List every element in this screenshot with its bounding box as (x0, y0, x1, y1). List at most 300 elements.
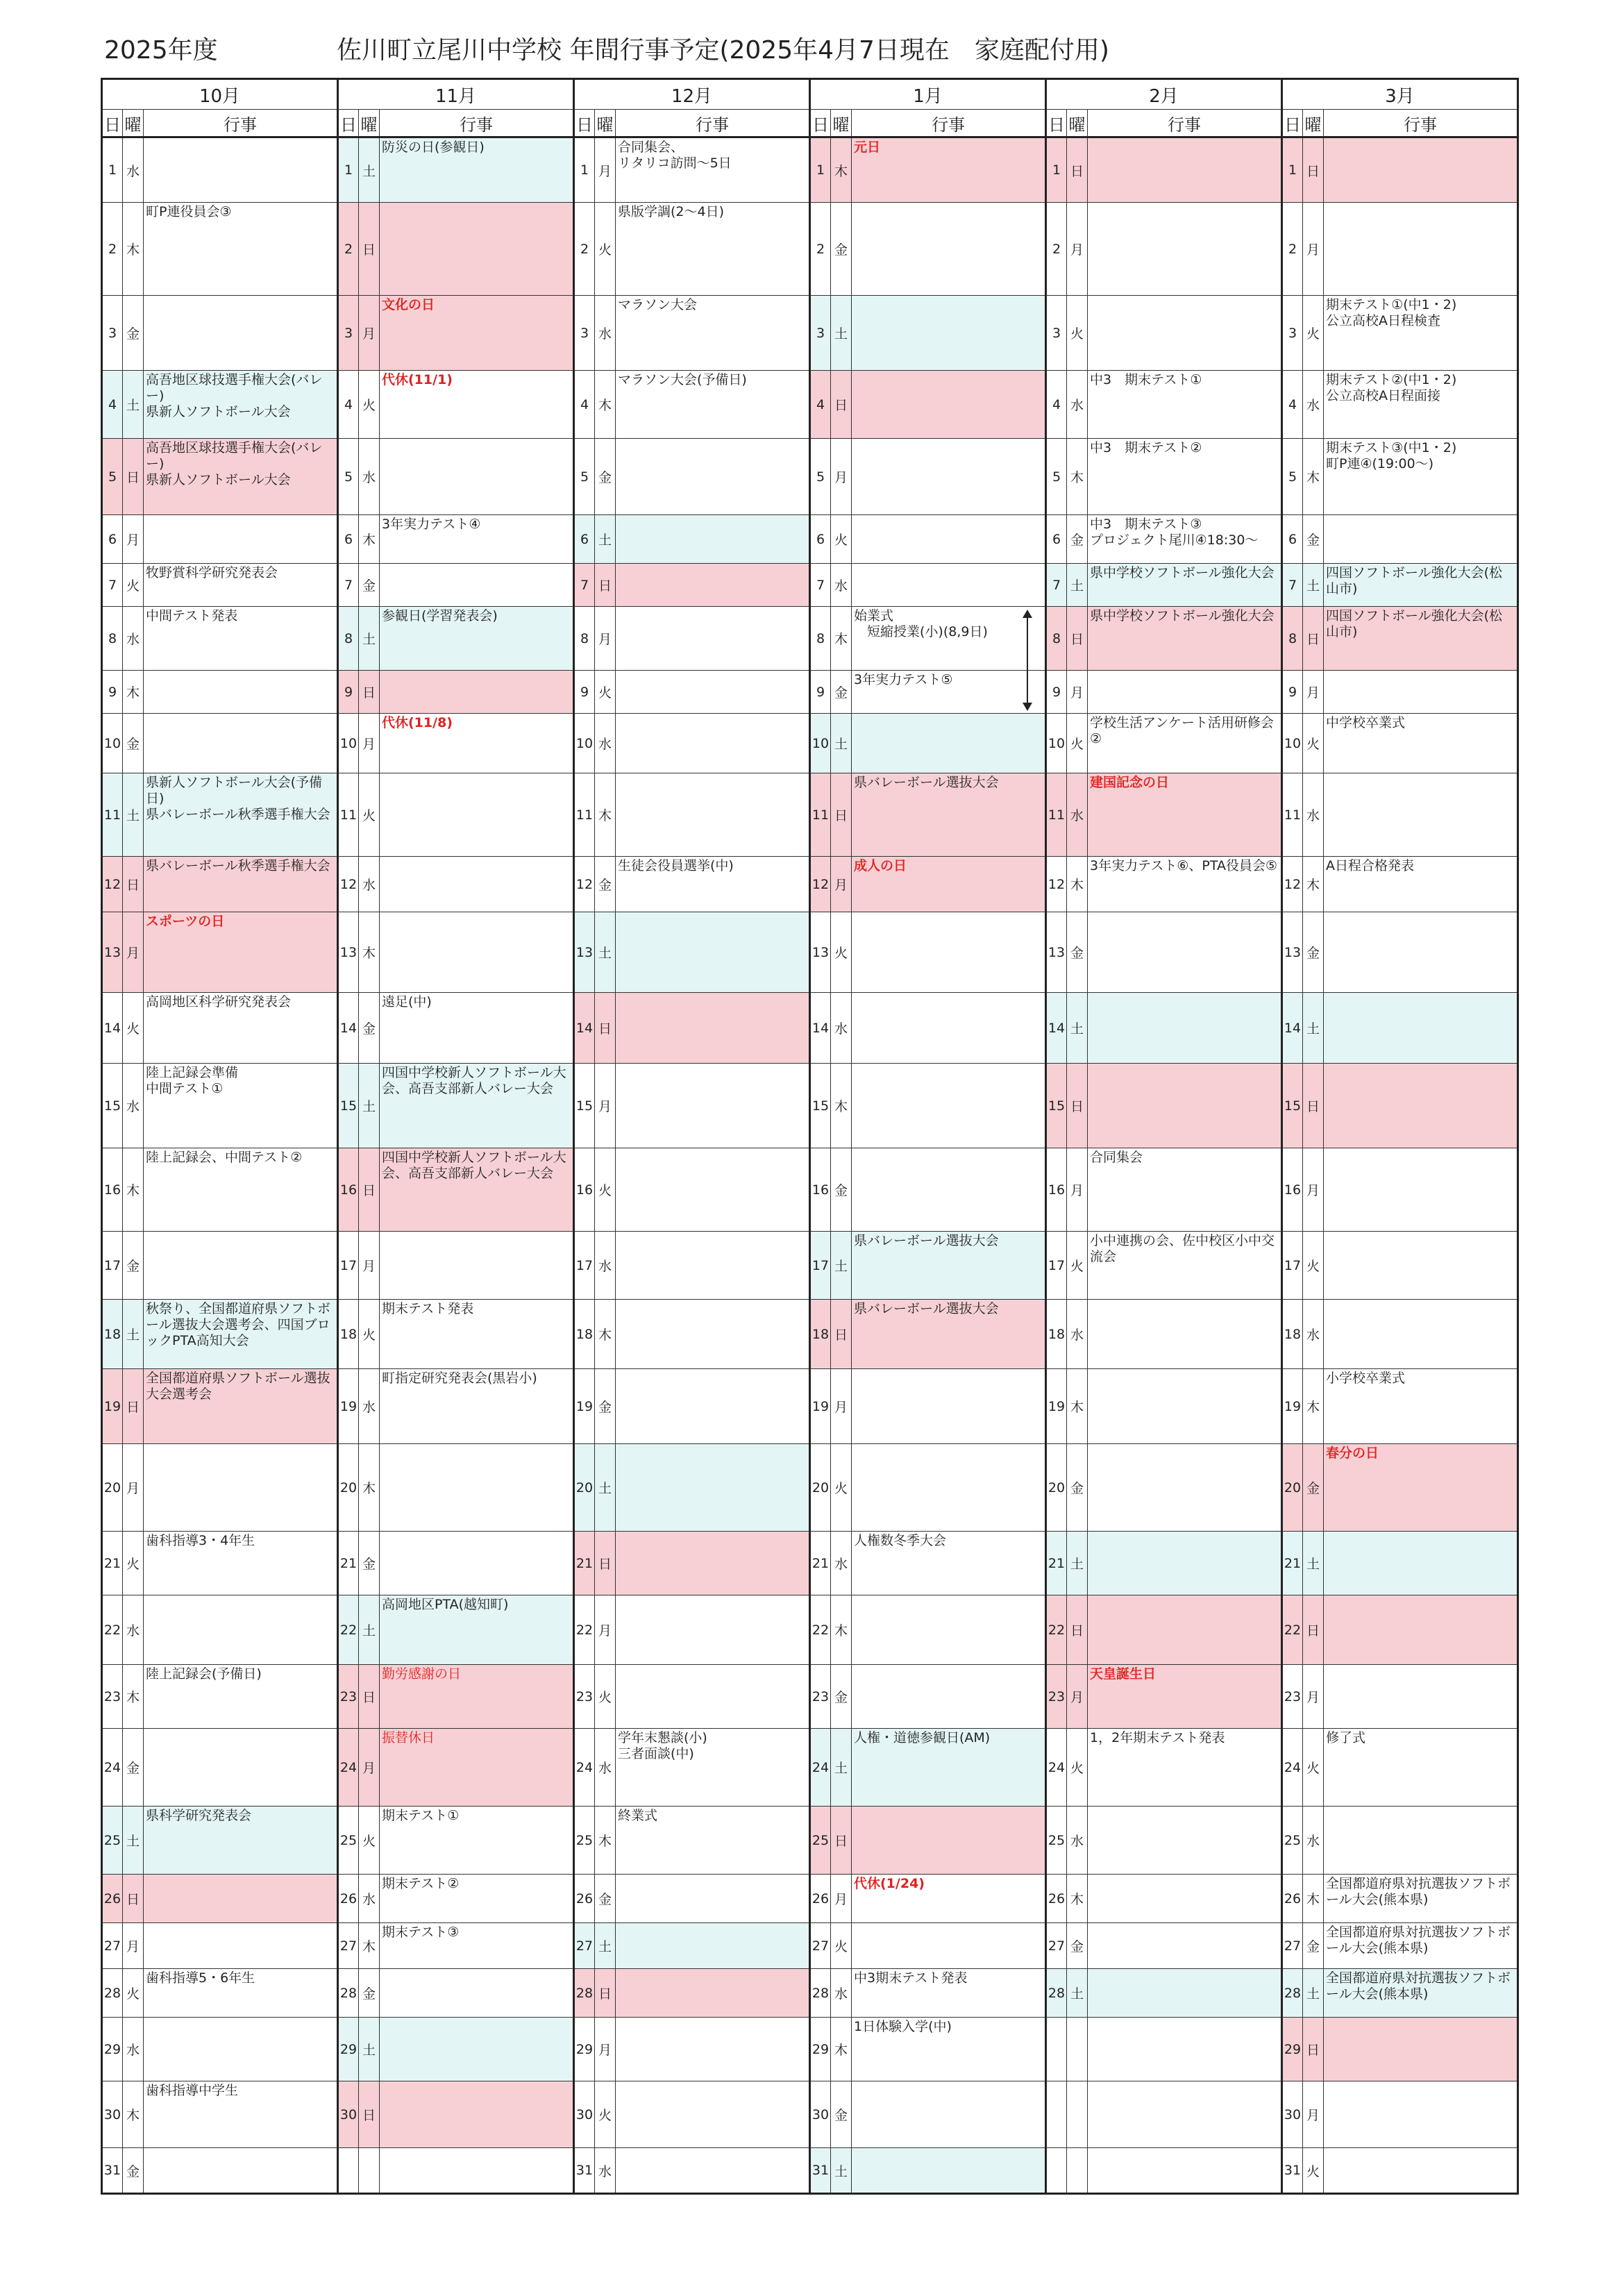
event-cell (380, 1444, 574, 1532)
day-number: 12 (338, 857, 359, 912)
event-cell (380, 1969, 574, 2018)
day-number: 28 (338, 1969, 359, 2018)
event-cell (1088, 2018, 1282, 2081)
event-item: 県科学研究発表会 (146, 1808, 252, 1823)
weekday-cell: 土 (123, 371, 144, 439)
weekday-cell: 火 (123, 993, 144, 1064)
weekday-cell: 月 (1067, 1665, 1088, 1729)
event-cell (144, 1148, 338, 1232)
day-number: 20 (574, 1444, 595, 1532)
event-cell (1324, 1232, 1518, 1300)
event-item: 町指定研究発表会(黒岩小) (382, 1371, 537, 1386)
event-item: 小中連携の会、佐中校区小中交流会 (1090, 1233, 1275, 1264)
event-cell (144, 1875, 338, 1923)
weekday-cell: 水 (595, 714, 616, 773)
weekday-cell: 日 (1067, 1595, 1088, 1665)
weekday-cell: 水 (595, 1232, 616, 1300)
day-number: 24 (810, 1729, 831, 1807)
day-number: 24 (1046, 1729, 1067, 1807)
day-column-header: 日 (1046, 110, 1067, 137)
weekday-column-header: 曜 (831, 110, 852, 137)
event-cell (1324, 371, 1518, 439)
event-cell (1088, 137, 1282, 203)
event-column-header: 行事 (1324, 110, 1518, 137)
day-number: 28 (1282, 1969, 1303, 2018)
weekday-cell: 日 (359, 2081, 380, 2148)
event-cell (144, 203, 338, 296)
event-item: 県新人ソフトボール大会 (146, 472, 291, 487)
weekday-cell: 月 (595, 1595, 616, 1665)
event-cell (616, 857, 810, 912)
day-number: 31 (102, 2148, 123, 2194)
event-item: A日程合格発表 (1326, 858, 1414, 873)
day-column-header: 日 (810, 110, 831, 137)
weekday-cell: 水 (1303, 1300, 1324, 1369)
day-number: 30 (574, 2081, 595, 2148)
event-cell (1324, 2148, 1518, 2194)
event-cell (616, 1875, 810, 1923)
weekday-cell: 日 (831, 371, 852, 439)
weekday-cell: 火 (595, 671, 616, 714)
weekday-cell: 日 (1067, 607, 1088, 671)
day-number: 2 (1282, 203, 1303, 296)
event-item: 期末テスト② (382, 1876, 460, 1891)
event-cell (616, 439, 810, 515)
day-number: 11 (810, 773, 831, 857)
weekday-cell: 水 (1303, 1807, 1324, 1875)
event-cell (144, 564, 338, 607)
weekday-cell: 水 (831, 1969, 852, 2018)
event-item: 四国中学校新人ソフトボール大会、高吾支部新人バレー大会 (382, 1150, 566, 1181)
event-cell (616, 1369, 810, 1444)
day-number: 21 (338, 1532, 359, 1595)
event-cell (852, 515, 1046, 564)
event-cell (1088, 2081, 1282, 2148)
weekday-cell: 月 (359, 296, 380, 371)
event-item: 期末テスト③ (382, 1925, 460, 1940)
event-item: 小学校卒業式 (1326, 1371, 1406, 1386)
holiday-label: 代休(11/8) (382, 715, 453, 730)
day-number: 9 (810, 671, 831, 714)
day-number: 18 (574, 1300, 595, 1369)
day-number: 22 (574, 1595, 595, 1665)
day-number: 15 (574, 1064, 595, 1148)
day-number: 30 (810, 2081, 831, 2148)
event-cell (1324, 714, 1518, 773)
weekday-cell: 日 (359, 1665, 380, 1729)
calendar-row (102, 1665, 1518, 1729)
weekday-cell: 月 (831, 1369, 852, 1444)
event-cell (1088, 515, 1282, 564)
event-item: 人権・道徳参観日(AM) (854, 1730, 991, 1745)
day-number: 25 (574, 1807, 595, 1875)
day-number: 3 (1282, 296, 1303, 371)
weekday-cell: 木 (595, 1807, 616, 1875)
event-cell (144, 1595, 338, 1665)
event-item: 県中学校ソフトボール強化大会 (1090, 608, 1275, 623)
day-number: 1 (1046, 137, 1067, 203)
event-cell (852, 773, 1046, 857)
day-number: 4 (574, 371, 595, 439)
event-item: 防災の日(参観日) (382, 140, 485, 155)
weekday-cell: 火 (1303, 2148, 1324, 2194)
weekday-cell: 火 (1303, 1232, 1324, 1300)
day-number: 13 (574, 912, 595, 993)
weekday-cell: 月 (359, 1729, 380, 1807)
event-item: 県バレーボール秋季選手権大会 (146, 858, 330, 873)
event-cell (380, 912, 574, 993)
event-item: マラソン大会(予備日) (618, 372, 747, 387)
day-number: 9 (338, 671, 359, 714)
event-cell (1324, 1300, 1518, 1369)
annual-event-calendar (101, 78, 1519, 2195)
weekday-cell: 火 (1303, 1729, 1324, 1807)
day-number: 6 (102, 515, 123, 564)
weekday-cell: 月 (1067, 671, 1088, 714)
day-number: 28 (1046, 1969, 1067, 2018)
weekday-column-header: 曜 (595, 110, 616, 137)
calendar-row (102, 1729, 1518, 1807)
event-item: 学年末懇談(小) (618, 1730, 707, 1745)
weekday-cell: 水 (1303, 773, 1324, 857)
weekday-cell: 火 (595, 1148, 616, 1232)
day-number: 9 (1282, 671, 1303, 714)
day-number: 29 (102, 2018, 123, 2081)
weekday-cell: 日 (595, 993, 616, 1064)
day-number: 27 (102, 1923, 123, 1969)
event-cell (144, 857, 338, 912)
weekday-cell (1067, 2148, 1088, 2194)
event-cell (616, 1729, 810, 1807)
day-number: 16 (574, 1148, 595, 1232)
day-number: 8 (1046, 607, 1067, 671)
event-cell (616, 564, 810, 607)
day-number: 8 (810, 607, 831, 671)
event-cell (1324, 1595, 1518, 1665)
weekday-cell: 火 (123, 564, 144, 607)
day-number: 23 (338, 1665, 359, 1729)
day-number: 15 (102, 1064, 123, 1148)
event-item: 県中学校ソフトボール強化大会 (1090, 565, 1275, 580)
event-cell (1324, 1532, 1518, 1595)
event-cell (380, 1595, 574, 1665)
day-number: 7 (574, 564, 595, 607)
day-number: 18 (102, 1300, 123, 1369)
weekday-cell: 日 (123, 439, 144, 515)
day-number: 15 (1282, 1064, 1303, 1148)
event-item: 生徒会役員選挙(中) (618, 858, 734, 873)
weekday-cell: 日 (359, 671, 380, 714)
event-item: 中3 期末テスト② (1090, 440, 1202, 455)
month-header: 1月 (810, 79, 1046, 110)
weekday-column-header: 曜 (1067, 110, 1088, 137)
day-number: 12 (1282, 857, 1303, 912)
event-cell (1324, 1064, 1518, 1148)
event-cell (1088, 1064, 1282, 1148)
event-cell (144, 671, 338, 714)
day-number: 14 (338, 993, 359, 1064)
weekday-cell: 月 (595, 607, 616, 671)
event-cell (852, 1807, 1046, 1875)
day-number: 15 (810, 1064, 831, 1148)
weekday-cell: 土 (1303, 993, 1324, 1064)
event-cell (144, 1729, 338, 1807)
event-item: 四国ソフトボール強化大会(松山市) (1326, 608, 1503, 639)
event-cell (1088, 1595, 1282, 1665)
weekday-cell: 日 (1303, 137, 1324, 203)
event-item: 陸上記録会、中間テスト② (146, 1150, 303, 1165)
weekday-cell (359, 2148, 380, 2194)
day-number: 18 (338, 1300, 359, 1369)
event-cell (852, 1875, 1046, 1923)
holiday-label: スポーツの日 (146, 914, 225, 929)
event-item: 四国ソフトボール強化大会(松山市) (1326, 565, 1503, 596)
weekday-cell: 土 (1067, 993, 1088, 1064)
day-number: 22 (1282, 1595, 1303, 1665)
weekday-cell (1067, 2081, 1088, 2148)
day-number: 14 (102, 993, 123, 1064)
day-column-header: 日 (338, 110, 359, 137)
event-item: 3年実力テスト④ (382, 517, 481, 532)
day-number: 1 (102, 137, 123, 203)
weekday-cell: 月 (1303, 1148, 1324, 1232)
day-number: 20 (1282, 1444, 1303, 1532)
event-item: 中3 期末テスト① (1090, 372, 1202, 387)
weekday-cell: 木 (831, 2018, 852, 2081)
weekday-cell: 土 (595, 1444, 616, 1532)
event-cell (852, 296, 1046, 371)
weekday-cell: 土 (831, 296, 852, 371)
day-number: 4 (338, 371, 359, 439)
calendar-row (102, 714, 1518, 773)
day-number: 27 (810, 1923, 831, 1969)
weekday-column-header: 曜 (1303, 110, 1324, 137)
day-number: 2 (102, 203, 123, 296)
day-number (338, 2148, 359, 2194)
day-number: 25 (810, 1807, 831, 1875)
event-cell (380, 1369, 574, 1444)
weekday-cell: 日 (359, 203, 380, 296)
day-column-header: 日 (574, 110, 595, 137)
event-item: 3年実力テスト⑥、PTA役員会⑤ (1090, 858, 1277, 873)
holiday-label: 成人の日 (854, 858, 907, 873)
event-cell (616, 515, 810, 564)
day-number: 13 (102, 912, 123, 993)
weekday-cell: 木 (359, 1444, 380, 1532)
event-cell (616, 296, 810, 371)
event-cell (616, 1665, 810, 1729)
month-header: 12月 (574, 79, 810, 110)
calendar-row (102, 296, 1518, 371)
weekday-cell: 木 (123, 203, 144, 296)
weekday-cell: 月 (1303, 671, 1324, 714)
weekday-cell: 火 (831, 912, 852, 993)
weekday-cell: 金 (123, 296, 144, 371)
event-item: 秋祭り、全国都道府県ソフトボール選抜大会選考会、四国ブロックPTA高知大会 (146, 1301, 331, 1348)
fiscal-year-label: 2025年度 (104, 36, 218, 65)
weekday-cell: 金 (831, 1148, 852, 1232)
day-number: 17 (574, 1232, 595, 1300)
day-number: 20 (1046, 1444, 1067, 1532)
event-cell (380, 1875, 574, 1923)
event-cell (1324, 671, 1518, 714)
event-cell (144, 912, 338, 993)
weekday-cell: 木 (1303, 857, 1324, 912)
month-header: 10月 (102, 79, 338, 110)
day-number: 26 (574, 1875, 595, 1923)
event-cell (616, 912, 810, 993)
event-cell (616, 137, 810, 203)
arrow-up-icon (1023, 610, 1032, 618)
event-item: 四国中学校新人ソフトボール大会、高吾支部新人バレー大会 (382, 1065, 566, 1096)
event-cell (1088, 714, 1282, 773)
day-number: 11 (102, 773, 123, 857)
event-item: 町P連役員会③ (146, 204, 232, 219)
weekday-column-header: 曜 (359, 110, 380, 137)
calendar-table (101, 78, 1519, 2195)
day-number: 14 (574, 993, 595, 1064)
weekday-cell: 月 (359, 1232, 380, 1300)
event-cell (852, 1595, 1046, 1665)
day-number: 15 (1046, 1064, 1067, 1148)
day-number: 30 (102, 2081, 123, 2148)
event-cell (616, 773, 810, 857)
weekday-cell: 日 (595, 564, 616, 607)
day-number: 16 (1282, 1148, 1303, 1232)
day-number: 1 (1282, 137, 1303, 203)
day-number: 1 (338, 137, 359, 203)
day-number: 10 (1046, 714, 1067, 773)
day-number: 23 (574, 1665, 595, 1729)
weekday-cell: 月 (831, 857, 852, 912)
day-column-header: 日 (1282, 110, 1303, 137)
event-cell (616, 2018, 810, 2081)
weekday-cell: 火 (595, 1665, 616, 1729)
weekday-cell: 土 (359, 1595, 380, 1665)
event-cell (144, 993, 338, 1064)
weekday-cell: 土 (1303, 1969, 1324, 2018)
calendar-row (102, 371, 1518, 439)
calendar-row (102, 1064, 1518, 1148)
event-cell (1324, 2018, 1518, 2081)
event-cell (144, 1807, 338, 1875)
weekday-cell: 土 (359, 607, 380, 671)
weekday-cell: 土 (1303, 1532, 1324, 1595)
event-item: 高岡地区PTA(越知町) (382, 1597, 509, 1612)
weekday-cell: 月 (123, 912, 144, 993)
event-cell (1088, 1300, 1282, 1369)
event-cell (380, 439, 574, 515)
day-number: 22 (1046, 1595, 1067, 1665)
day-number: 11 (574, 773, 595, 857)
event-cell (144, 1064, 338, 1148)
day-number: 21 (102, 1532, 123, 1595)
event-cell (144, 1369, 338, 1444)
event-cell (380, 1148, 574, 1232)
day-number: 5 (574, 439, 595, 515)
event-cell (144, 137, 338, 203)
day-number: 29 (1282, 2018, 1303, 2081)
calendar-row (102, 203, 1518, 296)
day-number: 27 (338, 1923, 359, 1969)
event-cell (1088, 1807, 1282, 1875)
day-number: 15 (338, 1064, 359, 1148)
day-number: 17 (338, 1232, 359, 1300)
event-cell (380, 137, 574, 203)
weekday-cell: 月 (1303, 1665, 1324, 1729)
event-item: 期末テスト②(中1・2) (1326, 372, 1457, 387)
weekday-cell: 月 (595, 2018, 616, 2081)
day-number: 17 (810, 1232, 831, 1300)
event-cell (1324, 912, 1518, 993)
day-number: 11 (338, 773, 359, 857)
event-cell (1088, 1148, 1282, 1232)
weekday-cell: 日 (1303, 607, 1324, 671)
day-number: 5 (1046, 439, 1067, 515)
weekday-cell: 木 (123, 2081, 144, 2148)
day-number: 28 (102, 1969, 123, 2018)
event-item: 歯科指導3・4年生 (146, 1533, 255, 1548)
weekday-cell: 金 (1067, 1444, 1088, 1532)
event-cell (1324, 203, 1518, 296)
weekday-cell: 火 (359, 1807, 380, 1875)
event-cell (1324, 1875, 1518, 1923)
event-cell (144, 607, 338, 671)
event-cell (1324, 564, 1518, 607)
calendar-row (102, 2081, 1518, 2148)
day-number: 10 (810, 714, 831, 773)
day-number: 12 (1046, 857, 1067, 912)
calendar-row (102, 1595, 1518, 1665)
event-cell (380, 203, 574, 296)
day-number: 24 (574, 1729, 595, 1807)
event-cell (144, 1532, 338, 1595)
day-number: 26 (338, 1875, 359, 1923)
weekday-cell: 木 (1303, 1369, 1324, 1444)
event-item: 期末テスト①(中1・2) (1326, 297, 1457, 312)
event-cell (380, 1532, 574, 1595)
event-cell (1324, 1369, 1518, 1444)
event-cell (380, 2018, 574, 2081)
month-header: 3月 (1282, 79, 1518, 110)
weekday-cell: 火 (831, 1923, 852, 1969)
weekday-cell: 土 (123, 1300, 144, 1369)
day-number: 21 (1282, 1532, 1303, 1595)
weekday-cell: 水 (1067, 1807, 1088, 1875)
weekday-cell: 土 (595, 515, 616, 564)
day-number: 12 (810, 857, 831, 912)
event-cell (616, 2081, 810, 2148)
event-cell (852, 137, 1046, 203)
month-header: 11月 (338, 79, 574, 110)
event-item: 県バレーボール選抜大会 (854, 1233, 999, 1248)
weekday-cell: 土 (359, 1064, 380, 1148)
weekday-cell: 日 (595, 1532, 616, 1595)
day-number: 17 (102, 1232, 123, 1300)
event-cell (852, 203, 1046, 296)
weekday-cell: 水 (359, 1369, 380, 1444)
event-cell (1088, 993, 1282, 1064)
calendar-row (102, 773, 1518, 857)
weekday-cell: 金 (1303, 515, 1324, 564)
day-number: 25 (102, 1807, 123, 1875)
day-number: 31 (810, 2148, 831, 2194)
calendar-row (102, 912, 1518, 993)
day-number: 25 (338, 1807, 359, 1875)
day-number: 6 (810, 515, 831, 564)
event-item: 県バレーボール選抜大会 (854, 1301, 999, 1316)
day-number: 22 (102, 1595, 123, 1665)
